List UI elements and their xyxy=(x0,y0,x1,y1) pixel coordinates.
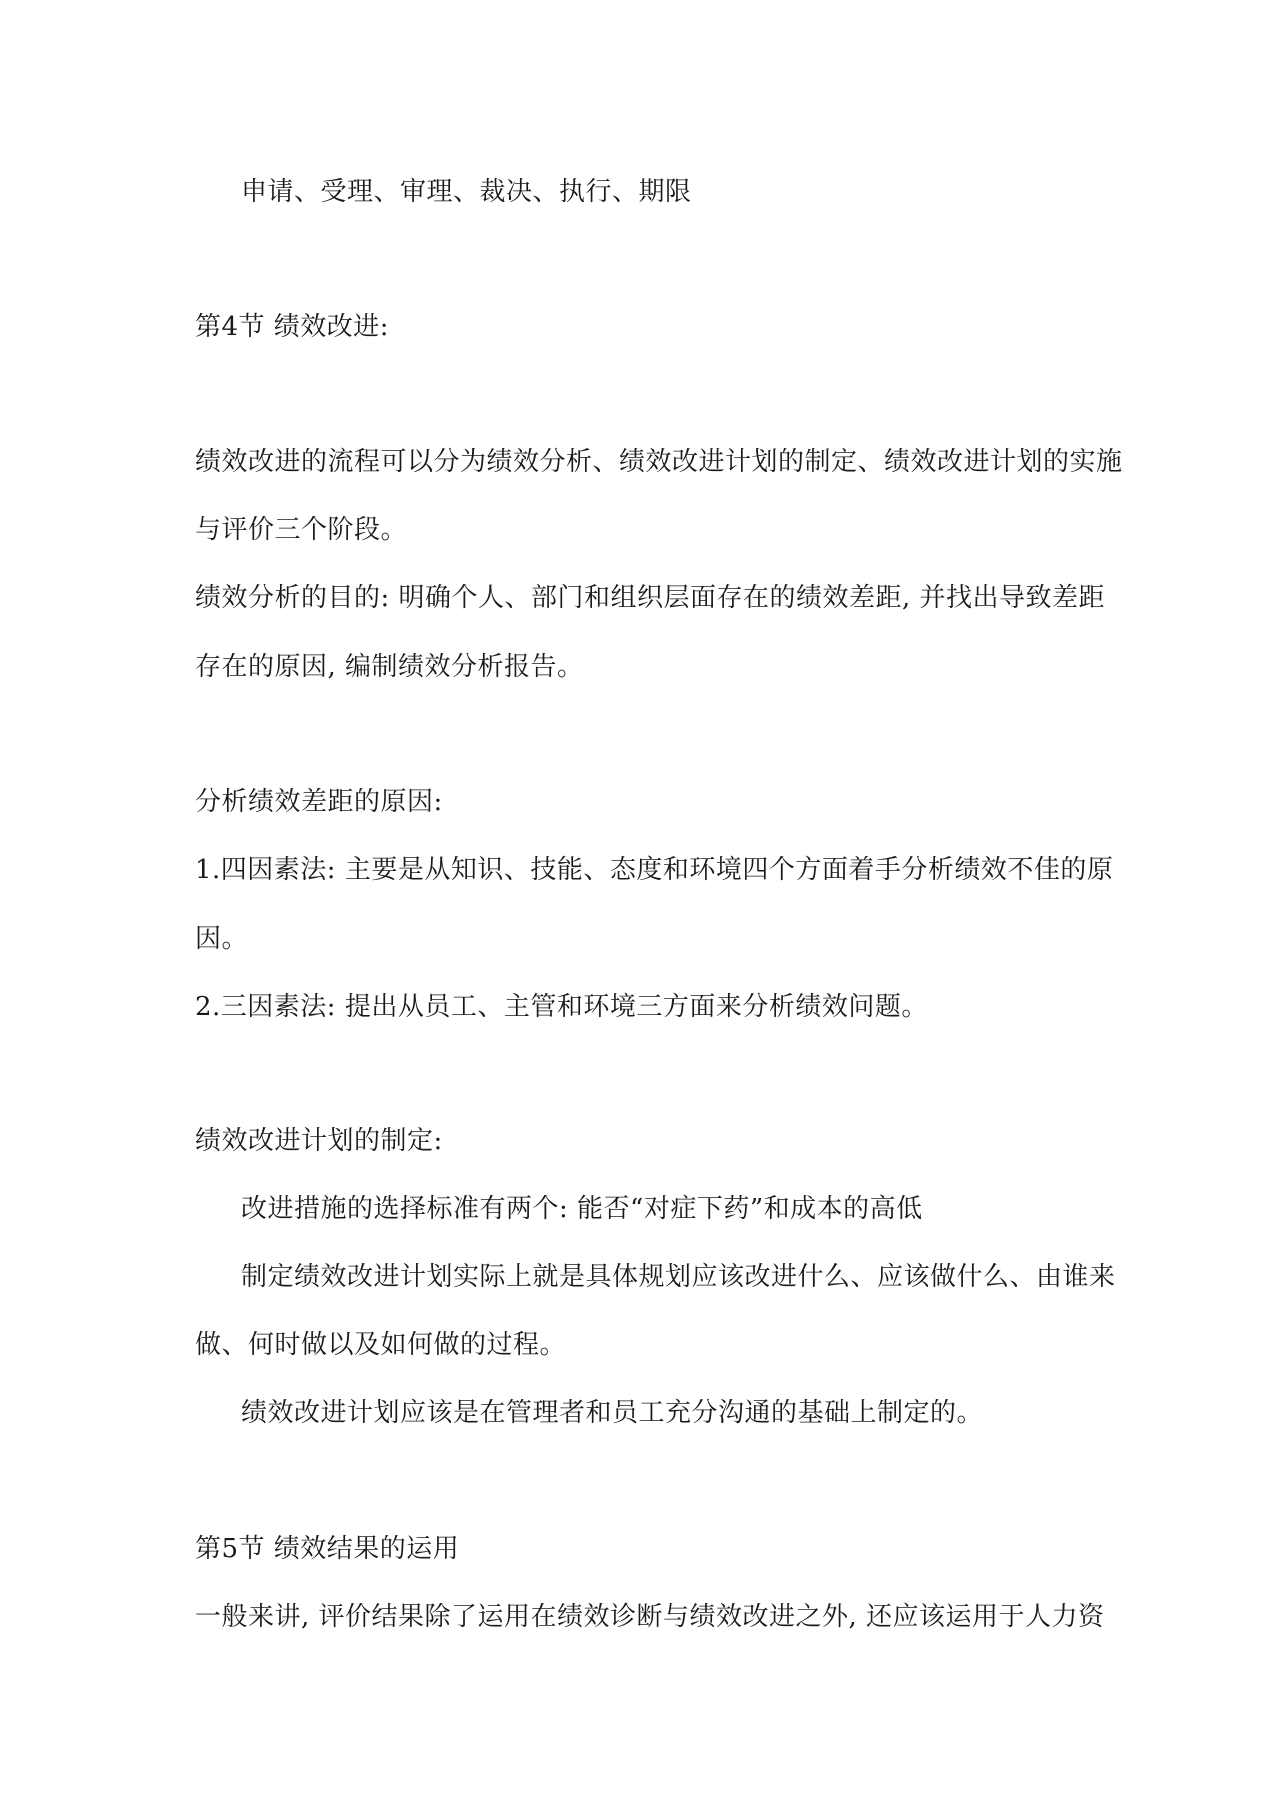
text-line: 1.四因素法: 主要是从知识、技能、态度和环境四个方面着手分析绩效不佳的原 xyxy=(195,855,1114,885)
text-line: 存在的原因, 编制绩效分析报告。 xyxy=(195,652,584,682)
subheading: 绩效改进计划的制定: xyxy=(195,1126,443,1156)
text-line: 改进措施的选择标准有两个: 能否“对症下药”和成本的高低 xyxy=(241,1194,923,1224)
text-line: 2.三因素法: 提出从员工、主管和环境三方面来分析绩效问题。 xyxy=(195,992,928,1022)
text-line: 因。 xyxy=(195,924,249,954)
text-line: 绩效分析的目的: 明确个人、部门和组织层面存在的绩效差距, 并找出导致差距 xyxy=(195,583,1106,613)
text-line: 申请、受理、审理、裁决、执行、期限 xyxy=(241,177,692,207)
text-line: 与评价三个阶段。 xyxy=(195,515,408,545)
subheading: 分析绩效差距的原因: xyxy=(195,787,443,817)
text-line: 制定绩效改进计划实际上就是具体规划应该改进什么、应该做什么、由谁来 xyxy=(241,1262,1116,1292)
text-line: 一般来讲, 评价结果除了运用在绩效诊断与绩效改进之外, 还应该运用于人力资 xyxy=(195,1602,1105,1632)
text-line: 绩效改进计划应该是在管理者和员工充分沟通的基础上制定的。 xyxy=(241,1398,984,1428)
text-line: 绩效改进的流程可以分为绩效分析、绩效改进计划的制定、绩效改进计划的实施 xyxy=(195,447,1123,477)
section-heading: 第4节 绩效改进: xyxy=(195,312,390,342)
section-heading: 第5节 绩效结果的运用 xyxy=(195,1534,460,1564)
text-line: 做、何时做以及如何做的过程。 xyxy=(195,1330,567,1360)
